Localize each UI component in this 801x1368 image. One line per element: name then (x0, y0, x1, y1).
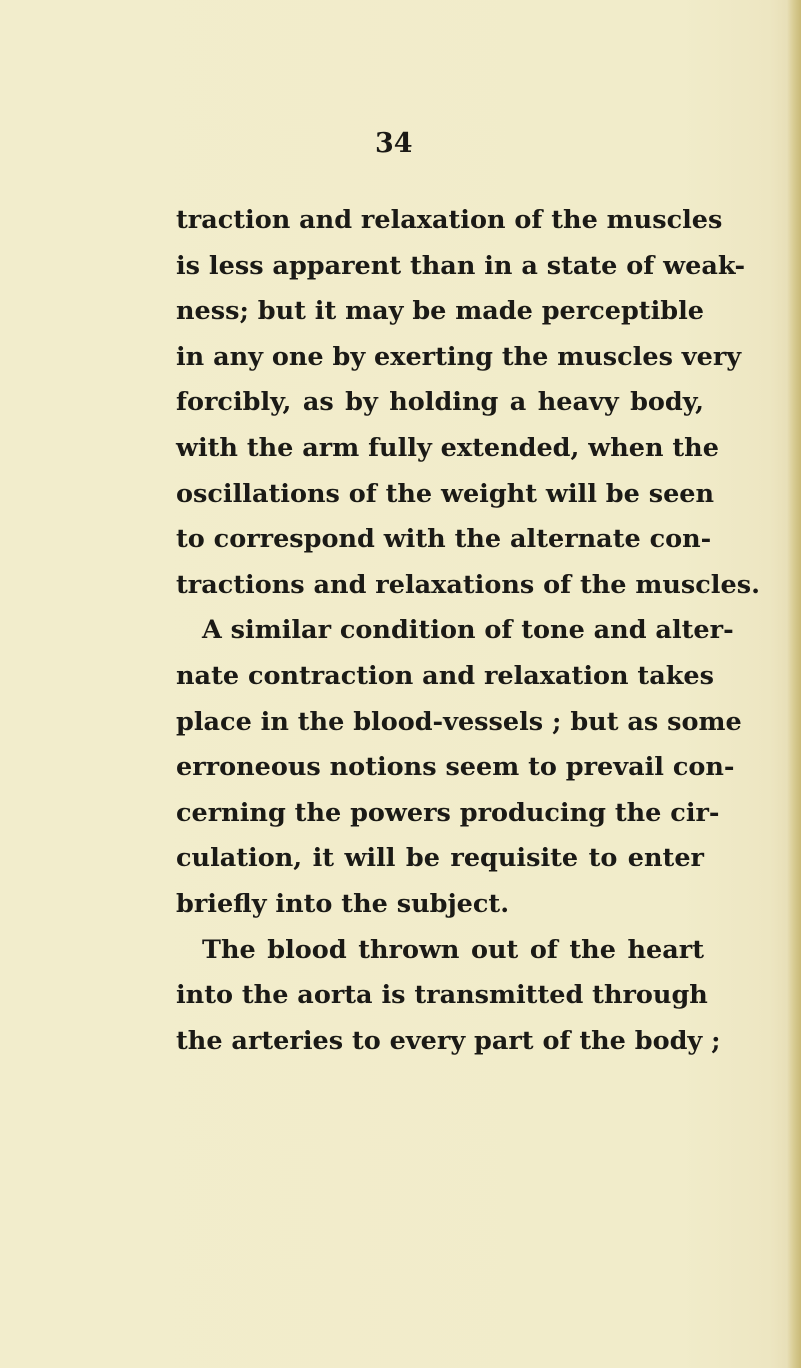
text-line: forcibly, as by holding a heavy body, (176, 387, 704, 418)
text-line: erroneous notions seem to prevail con- (176, 752, 735, 783)
text-line: in any one by exerting the muscles very (176, 341, 742, 372)
text-line: nate contraction and relaxation takes (176, 660, 714, 691)
text-line: to correspond with the alternate con- (176, 524, 712, 555)
text-line: the arteries to every part of the body ; (176, 1025, 721, 1056)
text-line: tractions and relaxations of the muscles. (176, 569, 760, 600)
page-edge-shadow (787, 0, 801, 1368)
text-line: traction and relaxation of the muscles (176, 205, 723, 235)
text-line: place in the blood-vessels ; but as some (176, 706, 742, 737)
body-text (176, 198, 760, 1064)
text-line: with the arm fully extended, when the (176, 432, 719, 463)
text-line: culation, it will be requisite to enter (176, 843, 704, 874)
text-line: is less apparent than in a state of weak- (176, 250, 746, 281)
text-line: ness; but it may be made perceptible (176, 296, 704, 327)
paragraph-start-line: A similar condition of tone and alter- (202, 615, 734, 646)
text-line: into the aorta is transmitted through (176, 980, 708, 1011)
text-line: oscillations of the weight will be seen (176, 478, 715, 509)
text-line: briefly into the subject. (176, 888, 510, 919)
page-number: 34 (375, 128, 413, 159)
paragraph-start-line: The blood thrown out of the heart (202, 934, 704, 965)
text-line: cerning the powers producing the cir- (176, 797, 720, 828)
